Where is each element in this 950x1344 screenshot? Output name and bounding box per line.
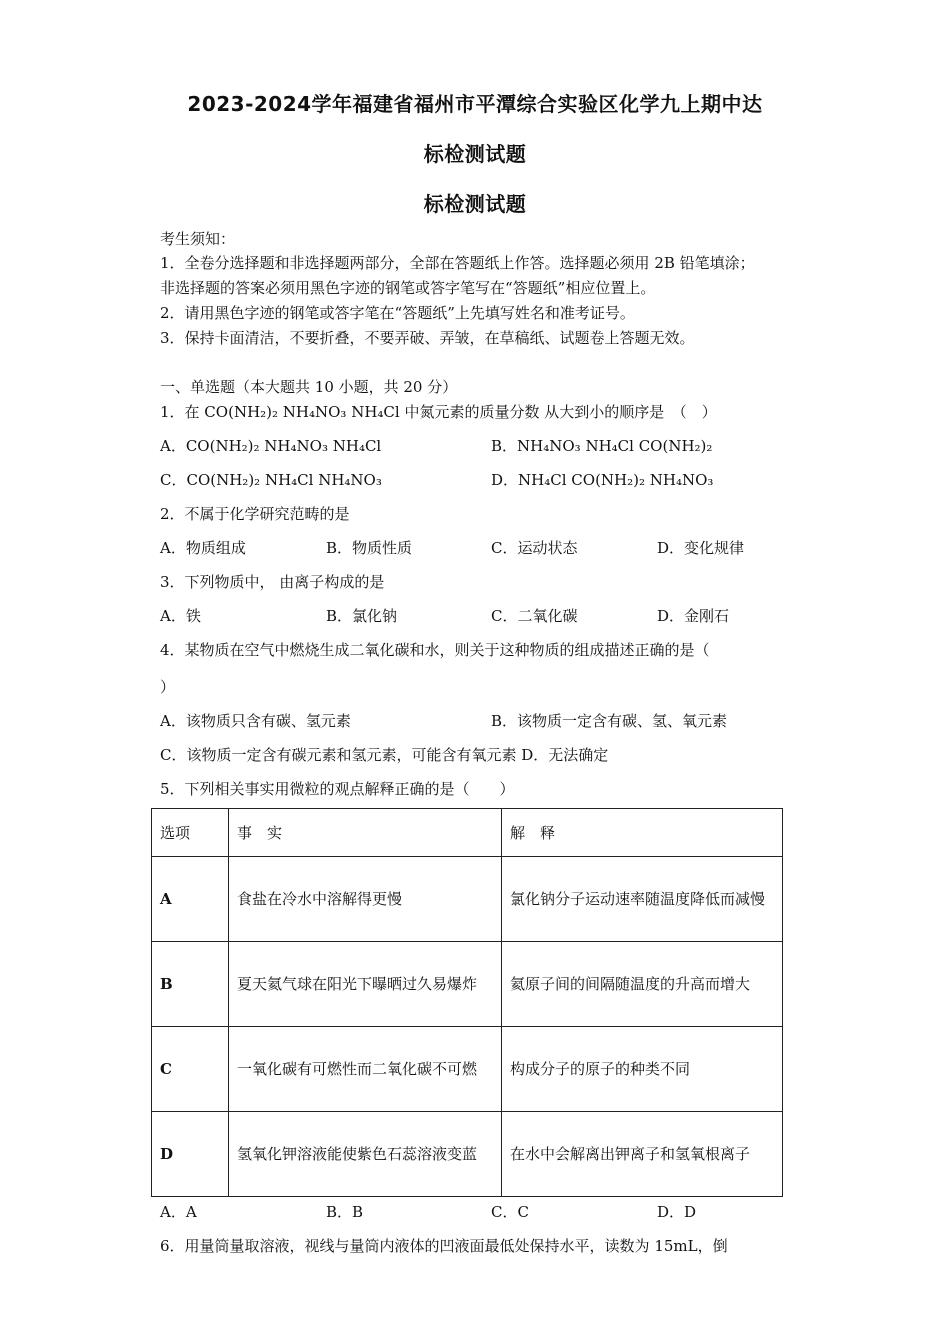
table-cell-option: A xyxy=(152,857,229,942)
question-5-option-a: A．A xyxy=(160,1203,197,1221)
table-row xyxy=(152,942,783,1027)
question-2-option-c: C．运动状态 xyxy=(491,539,578,557)
table-row xyxy=(152,857,783,942)
table-header-row xyxy=(152,809,783,857)
question-1-option-c: C．CO(NH₂)₂ NH₄Cl NH₄NO₃ xyxy=(160,471,382,489)
question-3-option-a: A．铁 xyxy=(160,607,201,625)
question-1-stem: 1．在 CO(NH₂)₂ NH₄NO₃ NH₄Cl 中氮元素的质量分数 从大到小的顺序是 （ ） xyxy=(160,403,717,421)
question-3-stem: 3．下列物质中， 由离子构成的是 xyxy=(160,573,385,591)
table-cell-option: B xyxy=(152,942,229,1027)
question-1-option-d: D．NH₄Cl CO(NH₂)₂ NH₄NO₃ xyxy=(491,471,714,489)
page-title-line2: 标检测试题 xyxy=(423,142,527,166)
question-1-option-b: B．NH₄NO₃ NH₄Cl CO(NH₂)₂ xyxy=(491,437,713,455)
question-5-option-d: D．D xyxy=(657,1203,697,1221)
notice-item: 非选择题的答案必须用黑色字迹的钢笔或答字笔写在“答题纸”相应位置上。 xyxy=(160,279,656,297)
question-4-option-cd: C．该物质一定含有碳元素和氢元素，可能含有氧元素 D．无法确定 xyxy=(160,746,609,764)
section-heading: 一、单选题（本大题共 10 小题，共 20 分） xyxy=(160,378,458,396)
table-row xyxy=(152,1112,783,1197)
question-6-stem: 6．用量筒量取溶液，视线与量筒内液体的凹液面最低处保持水平，读数为 15mL，倒 xyxy=(160,1237,728,1255)
question-2-option-a: A．物质组成 xyxy=(160,539,246,557)
question-2-stem: 2．不属于化学研究范畴的是 xyxy=(160,505,350,523)
table-cell-fact: 氢氧化钾溶液能使紫色石蕊溶液变蓝 xyxy=(229,1112,502,1197)
question-3-option-d: D．金刚石 xyxy=(657,607,730,625)
question-5-option-c: C．C xyxy=(491,1203,529,1221)
question-4-option-a: A．该物质只含有碳、氢元素 xyxy=(160,712,351,730)
question-5-option-b: B．B xyxy=(326,1203,364,1221)
notice-heading: 考生须知： xyxy=(160,230,236,248)
question-2-option-b: B．物质性质 xyxy=(326,539,413,557)
table-cell-fact: 夏天氦气球在阳光下曝晒过久易爆炸 xyxy=(229,942,502,1027)
table-cell-explain: 构成分子的原子的种类不同 xyxy=(502,1027,783,1112)
question-5-stem: 5．下列相关事实用微粒的观点解释正确的是（ ） xyxy=(160,780,515,798)
question-3-option-b: B．氯化钠 xyxy=(326,607,398,625)
table-header-cell: 解 释 xyxy=(502,809,783,857)
table-cell-option: C xyxy=(152,1027,229,1112)
page-title-line3: 标检测试题 xyxy=(423,192,527,216)
question-2-option-d: D．变化规律 xyxy=(657,539,745,557)
table-header-cell: 事 实 xyxy=(229,809,502,857)
question-3-option-c: C．二氧化碳 xyxy=(491,607,578,625)
table-cell-option: D xyxy=(152,1112,229,1197)
question-4-stem-cont: ） xyxy=(160,678,176,696)
question-4-stem: 4．某物质在空气中燃烧生成二氧化碳和水，则关于这种物质的组成描述正确的是（ xyxy=(160,641,710,659)
table-cell-explain: 氯化钠分子运动速率随温度降低而减慢 xyxy=(502,857,783,942)
notice-item: 3．保持卡面清洁，不要折叠，不要弄破、弄皱，在草稿纸、试题卷上答题无效。 xyxy=(160,329,695,347)
table-cell-fact: 一氧化碳有可燃性而二氧化碳不可燃 xyxy=(229,1027,502,1112)
question-1-option-a: A．CO(NH₂)₂ NH₄NO₃ NH₄Cl xyxy=(160,437,382,455)
table-cell-fact: 食盐在冷水中溶解得更慢 xyxy=(229,857,502,942)
table-row xyxy=(152,1027,783,1112)
notice-item: 2．请用黑色字迹的钢笔或答字笔在“答题纸”上先填写姓名和准考证号。 xyxy=(160,304,635,322)
page-title-line1: 2023-2024学年福建省福州市平潭综合实验区化学九上期中达 xyxy=(187,92,763,116)
question-5-table xyxy=(151,808,783,1197)
table-header-cell: 选项 xyxy=(152,809,229,857)
table-cell-explain: 氦原子间的间隔随温度的升高而增大 xyxy=(502,942,783,1027)
notice-item: 1．全卷分选择题和非选择题两部分，全部在答题纸上作答。选择题必须用 2B 铅笔填涂； xyxy=(160,254,755,272)
question-4-option-b: B．该物质一定含有碳、氢、氧元素 xyxy=(491,712,728,730)
table-cell-explain: 在水中会解离出钾离子和氢氧根离子 xyxy=(502,1112,783,1197)
